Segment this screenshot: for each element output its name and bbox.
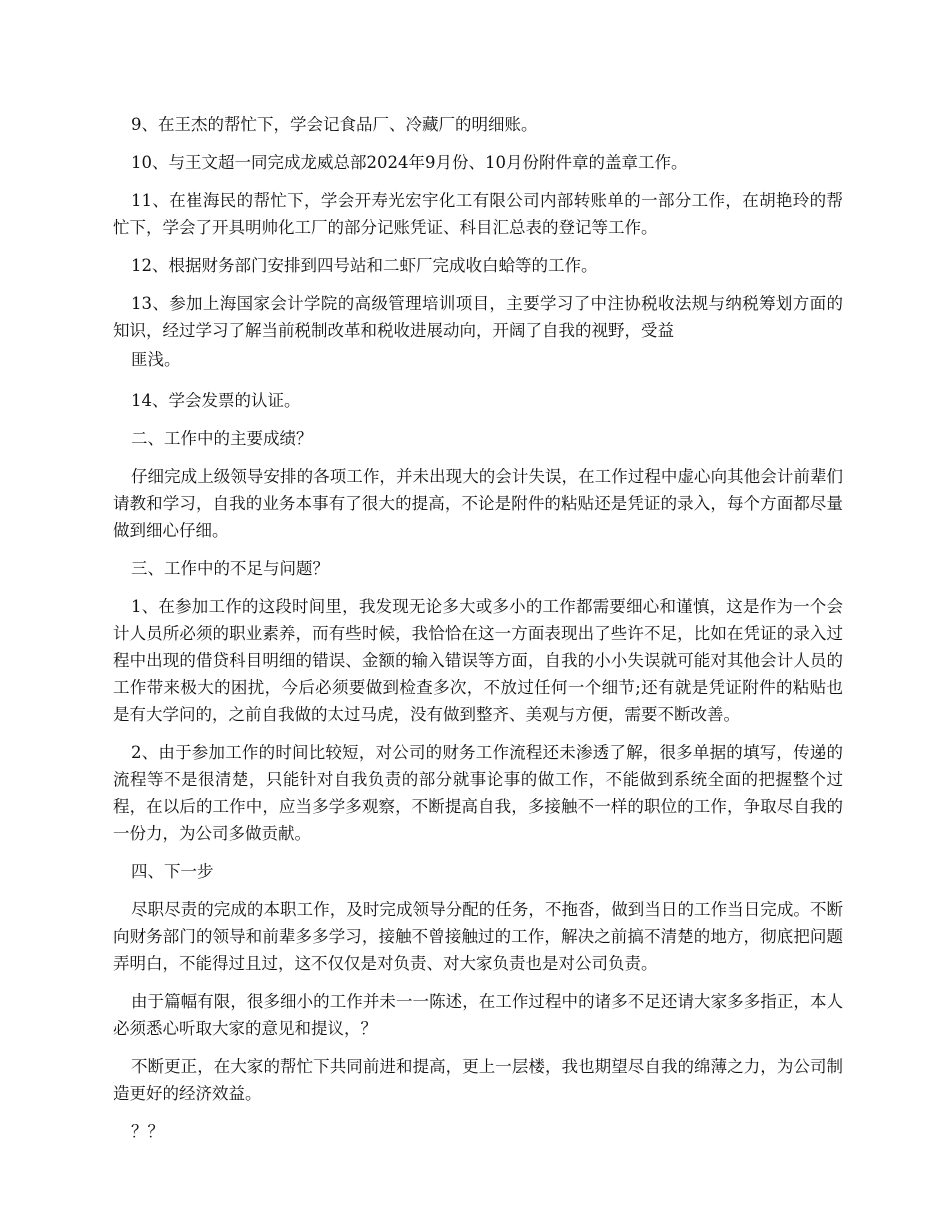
paragraph-closing-1: 由于篇幅有限，很多细小的工作并未一一陈述，在工作过程中的诸多不足还请大家多多指正，本人必须悉心听取大家的意见和提议，？ <box>113 992 843 1038</box>
paragraph-closing-2: 不断更正，在大家的帮忙下共同前进和提高，更上一层楼，我也期望尽自我的绵薄之力，为公司制造更好的经济效益。 <box>113 1057 843 1103</box>
paragraph-item-12: 12、根据财务部门安排到四号站和二虾厂完成收白蛤等的工作。 <box>131 256 598 275</box>
paragraph-item-11: 11、在崔海民的帮忙下，学会开寿光宏宇化工有限公司内部转账单的一部分工作，在胡艳玲的帮忙下，学会了开具明帅化工厂的部分记账凭证、科目汇总表的登记等工作。 <box>113 191 843 237</box>
section-heading-next-steps: 四、下一步 <box>131 862 214 881</box>
paragraph-shortcoming-2: 2、由于参加工作的时间比较短，对公司的财务工作流程还未渗透了解，很多单据的填写，传递的流程等不是很清楚，只能针对自我负责的部分就事论事的做工作，不能做到系统全面的把握整个过程，在以后的工作中，应当多学多观察，不断提高自我，多接触不一样的职位的工作，争取尽自我的一份力，为公司多做贡献。 <box>113 743 843 843</box>
paragraph-shortcoming-1: 1、在参加工作的这段时间里，我发现无论多大或多小的工作都需要细心和谨慎，这是作为一个会计人员所必须的职业素养，而有些时候，我恰恰在这一方面表现出了些许不足，比如在凭证的录入过程中出现的借贷科目明细的错误、金额的输入错误等方面，自我的小小失误就可能对其他会计人员的工作带来极大的困扰，今后必须要做到检查多次，不放过任何一个细节;还有就是凭证附件的粘贴也是有大学问的，之前自我做的太过马虎，没有做到整齐、美观与方便，需要不断改善。 <box>113 597 843 724</box>
paragraph-achievements: 仔细完成上级领导安排的各项工作，并未出现大的会计失误，在工作过程中虚心向其他会计前辈们请教和学习，自我的业务本事有了很大的提高，不论是附件的粘贴还是凭证的录入，每个方面都尽量做到细心仔细。 <box>113 467 843 540</box>
paragraph-item-13-continuation: 匪浅。 <box>131 350 181 369</box>
paragraph-next-steps: 尽职尽责的完成的本职工作，及时完成领导分配的任务，不拖沓，做到当日的工作当日完成。不断向财务部门的领导和前辈多多学习，接触不曾接触过的工作，解决之前搞不清楚的地方，彻底把问题弄明白，不能得过且过，这不仅仅是对负责、对大家负责也是对公司负责。 <box>113 900 843 973</box>
paragraph-item-14: 14、学会发票的认证。 <box>131 391 301 410</box>
document-body <box>113 111 843 1156</box>
section-heading-shortcomings: 三、工作中的不足与问题？ <box>131 559 329 578</box>
paragraph-item-13: 13、参加上海国家会计学院的高级管理培训项目，主要学习了中注协税收法规与纳税筹划方面的知识，经过学习了解当前税制改革和税收进展动向，开阔了自我的视野，受益 <box>113 294 843 340</box>
paragraph-item-9: 9、在王杰的帮忙下，学会记食品厂、冷藏厂的明细账。 <box>131 115 538 134</box>
section-heading-achievements: 二、工作中的主要成绩？ <box>131 429 313 448</box>
paragraph-item-10: 10、与王文超一同完成龙威总部2024年9月份、10月份附件章的盖章工作。 <box>131 153 688 172</box>
paragraph-trailing-marks: ？？ <box>131 1122 164 1141</box>
